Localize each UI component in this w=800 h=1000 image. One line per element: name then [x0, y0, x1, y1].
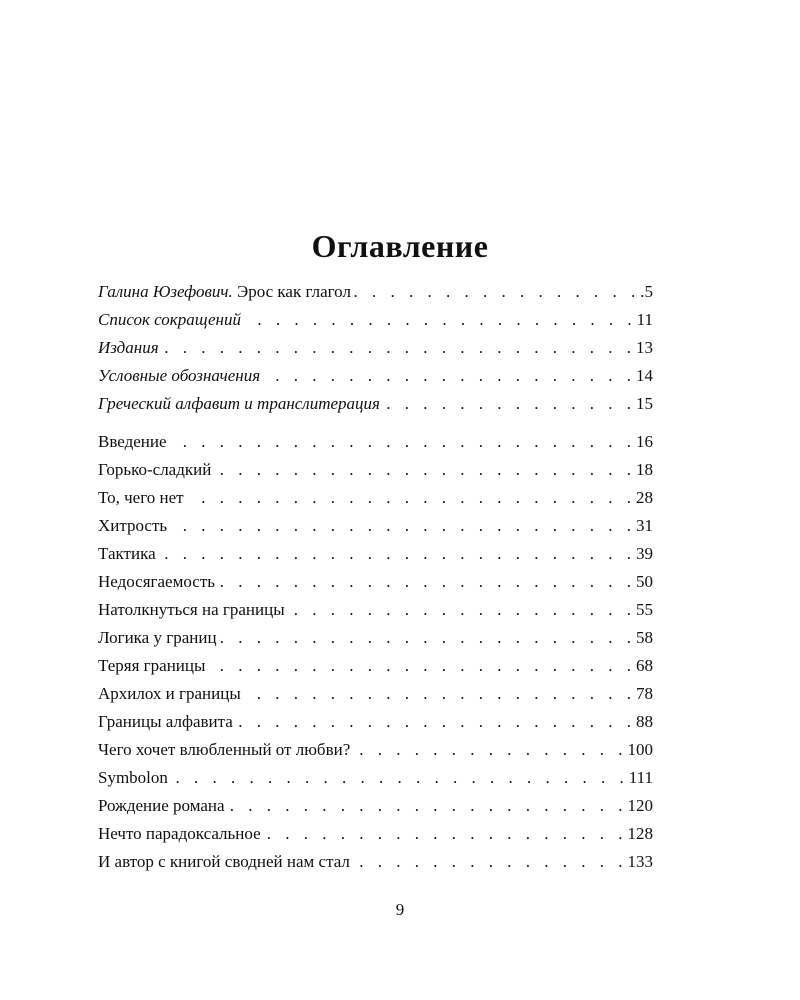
toc-entry-page: 55 [636, 600, 653, 619]
toc-entry-page: .5 [640, 282, 653, 301]
toc-entry-chapter[interactable] [98, 428, 653, 456]
toc-entry-title: Архилох и границы [98, 684, 241, 703]
toc-entry-abbreviations[interactable] [98, 306, 653, 334]
toc-entry-chapter[interactable] [98, 680, 653, 708]
toc-entry-title: Symbolon [98, 768, 168, 787]
toc-entry-foreword[interactable] [98, 278, 653, 306]
toc-entry-page: 39 [636, 544, 653, 563]
toc-entry-title: И автор с книгой сводней нам стал [98, 852, 350, 871]
toc-entry-page: 133 [627, 852, 653, 871]
toc-entry-title: Введение [98, 432, 167, 451]
toc-entry-page: 120 [627, 796, 653, 815]
page-title: Оглавление [311, 228, 489, 265]
toc-entry-author: Галина Юзефович. [98, 282, 233, 301]
toc-entry-title: Нечто парадоксальное [98, 824, 261, 843]
dot-leader [218, 568, 636, 596]
toc-entry-page: 68 [636, 656, 653, 675]
toc-entry-title: Чего хочет влюбленный от любви? [98, 740, 351, 759]
dot-leader [220, 624, 636, 652]
dot-leader [263, 362, 636, 390]
dot-leader [170, 512, 636, 540]
toc-entry-page: 28 [636, 488, 653, 507]
toc-entry-conventions[interactable] [98, 362, 653, 390]
toc-entry-chapter[interactable] [98, 848, 653, 876]
chapters-list [98, 428, 653, 876]
dot-leader [159, 540, 636, 568]
toc-entry-chapter[interactable] [98, 568, 653, 596]
toc-entry-title: Недосягаемость [98, 572, 216, 591]
table-of-contents [98, 278, 653, 876]
toc-entry-page: 13 [636, 338, 653, 357]
toc-entry-chapter[interactable] [98, 540, 653, 568]
toc-entry-page: 16 [636, 432, 653, 451]
dot-leader [288, 596, 636, 624]
toc-entry-page: 78 [636, 684, 653, 703]
toc-entry-title: Издания [98, 338, 159, 357]
toc-entry-chapter[interactable] [98, 652, 653, 680]
toc-entry-chapter[interactable] [98, 484, 653, 512]
toc-entry-title: Список сокращений [98, 310, 241, 329]
dot-leader [353, 736, 627, 764]
toc-entry-chapter[interactable] [98, 820, 653, 848]
dot-leader [170, 428, 636, 456]
toc-entry-page: 11 [636, 310, 653, 329]
toc-entry-chapter[interactable] [98, 624, 653, 652]
toc-entry-title: Греческий алфавит и транслитерация [98, 394, 380, 413]
toc-entry-page: 88 [636, 712, 653, 731]
dot-leader [171, 764, 629, 792]
dot-leader [354, 278, 640, 306]
toc-entry-page: 128 [627, 824, 653, 843]
toc-entry-chapter[interactable] [98, 512, 653, 540]
dot-leader [208, 652, 636, 680]
toc-entry-page: 111 [628, 768, 653, 787]
toc-entry-title: Горько-сладкий [98, 460, 212, 479]
dot-leader [187, 484, 636, 512]
page-number: 9 [395, 900, 405, 919]
toc-entry-page: 31 [636, 516, 653, 535]
dot-leader [244, 680, 636, 708]
dot-leader [264, 820, 628, 848]
toc-entry-title: Условные обозначения [98, 366, 261, 385]
toc-entry-title: Теряя границы [98, 656, 206, 675]
toc-entry-title: Тактика [98, 544, 156, 563]
toc-entry-chapter[interactable] [98, 792, 653, 820]
toc-entry-page: 58 [636, 628, 653, 647]
dot-leader [383, 390, 636, 418]
toc-entry-title: Натолкнуться на границы [98, 600, 285, 619]
toc-entry-chapter[interactable] [98, 456, 653, 484]
front-matter-list [98, 278, 653, 418]
dot-leader [214, 456, 636, 484]
toc-entry-title-text: Эрос как глагол [232, 282, 351, 301]
toc-entry-chapter[interactable] [98, 596, 653, 624]
dot-leader [228, 792, 628, 820]
toc-entry-title: Логика у границ [98, 628, 217, 647]
dot-leader [353, 848, 628, 876]
toc-entry-page: 18 [636, 460, 653, 479]
toc-entry-page: 14 [636, 366, 653, 385]
toc-entry-chapter[interactable] [98, 736, 653, 764]
toc-entry-page: 50 [636, 572, 653, 591]
toc-entry-page: 100 [627, 740, 653, 759]
dot-leader [244, 306, 637, 334]
toc-entry-chapter[interactable] [98, 764, 653, 792]
toc-entry-title: То, чего нет [98, 488, 184, 507]
toc-entry-chapter[interactable] [98, 708, 653, 736]
toc-entry-title: Рождение романа [98, 796, 225, 815]
toc-entry-greek-alphabet[interactable] [98, 390, 653, 418]
dot-leader [236, 708, 636, 736]
dot-leader [162, 334, 636, 362]
toc-entry-title: Хитрость [98, 516, 168, 535]
toc-entry-editions[interactable] [98, 334, 653, 362]
toc-entry-title [98, 278, 354, 306]
toc-entry-title: Границы алфавита [98, 712, 233, 731]
toc-entry-page: 15 [636, 394, 653, 413]
